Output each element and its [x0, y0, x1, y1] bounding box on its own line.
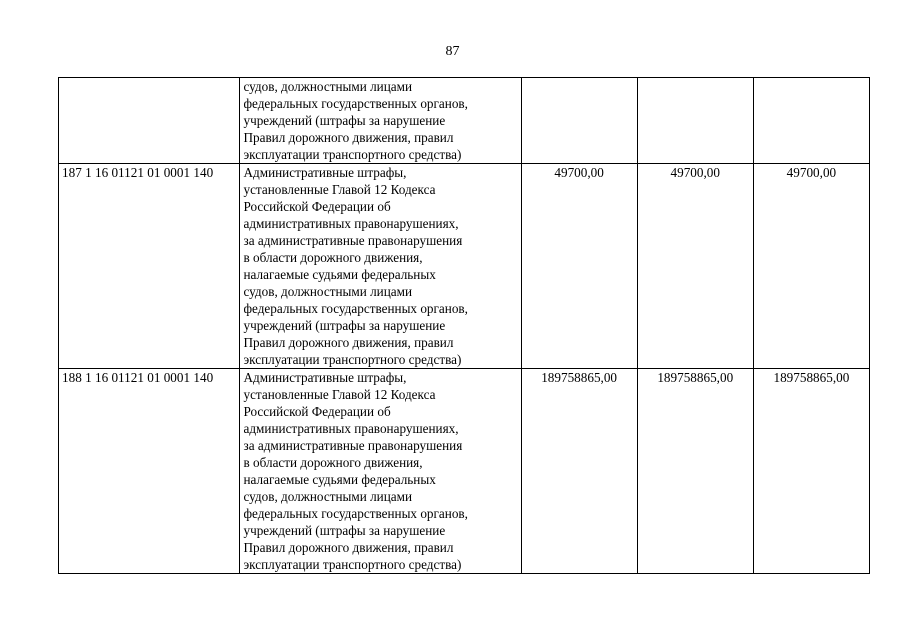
- description-line: Правил дорожного движения, правил: [243, 130, 454, 145]
- description-line: судов, должностными лицами: [243, 284, 413, 299]
- description-line: эксплуатации транспортного средства): [243, 147, 462, 162]
- description-line: налагаемые судьями федеральных: [243, 267, 436, 282]
- table-row: [59, 369, 870, 574]
- amount-year-3-cell: [753, 78, 869, 164]
- amount-year-2-cell: 49700,00: [637, 164, 753, 369]
- description-line: в области дорожного движения,: [243, 250, 423, 265]
- description-line: в области дорожного движения,: [243, 455, 423, 470]
- description-line: судов, должностными лицами: [243, 79, 413, 94]
- description-line: административных правонарушениях,: [243, 421, 459, 436]
- description-line: федеральных государственных органов,: [243, 96, 468, 111]
- amount-year-1-cell: 49700,00: [521, 164, 637, 369]
- description-line: федеральных государственных органов,: [243, 301, 468, 316]
- amount-year-1-cell: [521, 78, 637, 164]
- description-line: административных правонарушениях,: [243, 216, 459, 231]
- description-line: установленные Главой 12 Кодекса: [243, 182, 436, 197]
- amount-year-3-cell: 189758865,00: [753, 369, 869, 574]
- description-line: Российской Федерации об: [243, 404, 391, 419]
- amount-year-3-cell: 49700,00: [753, 164, 869, 369]
- description-line: Административные штрафы,: [243, 370, 407, 385]
- budget-code-cell: [59, 78, 240, 164]
- description-line: за административные правонарушения: [243, 233, 463, 248]
- description-line: учреждений (штрафы за нарушение: [243, 113, 446, 128]
- budget-code-cell: 187 1 16 01121 01 0001 140: [59, 164, 240, 369]
- page-number: 87: [445, 44, 460, 59]
- description-cell: [240, 164, 521, 369]
- description-line: эксплуатации транспортного средства): [243, 352, 462, 367]
- description-line: федеральных государственных органов,: [243, 506, 468, 521]
- description-line: Правил дорожного движения, правил: [243, 540, 454, 555]
- description-line: учреждений (штрафы за нарушение: [243, 318, 446, 333]
- description-line: Правил дорожного движения, правил: [243, 335, 454, 350]
- table-row: [59, 78, 870, 164]
- description-line: эксплуатации транспортного средства): [243, 557, 462, 572]
- description-cell: [240, 369, 521, 574]
- description-line: учреждений (штрафы за нарушение: [243, 523, 446, 538]
- description-line: за административные правонарушения: [243, 438, 463, 453]
- description-line: Российской Федерации об: [243, 199, 391, 214]
- description-line: судов, должностными лицами: [243, 489, 413, 504]
- description-line: налагаемые судьями федеральных: [243, 472, 436, 487]
- table-row: [59, 164, 870, 369]
- amount-year-1-cell: 189758865,00: [521, 369, 637, 574]
- amount-year-2-cell: 189758865,00: [637, 369, 753, 574]
- description-cell: [240, 78, 521, 164]
- budget-code-cell: 188 1 16 01121 01 0001 140: [59, 369, 240, 574]
- description-line: установленные Главой 12 Кодекса: [243, 387, 436, 402]
- description-line: Административные штрафы,: [243, 165, 407, 180]
- amount-year-2-cell: [637, 78, 753, 164]
- revenue-table: [58, 77, 870, 574]
